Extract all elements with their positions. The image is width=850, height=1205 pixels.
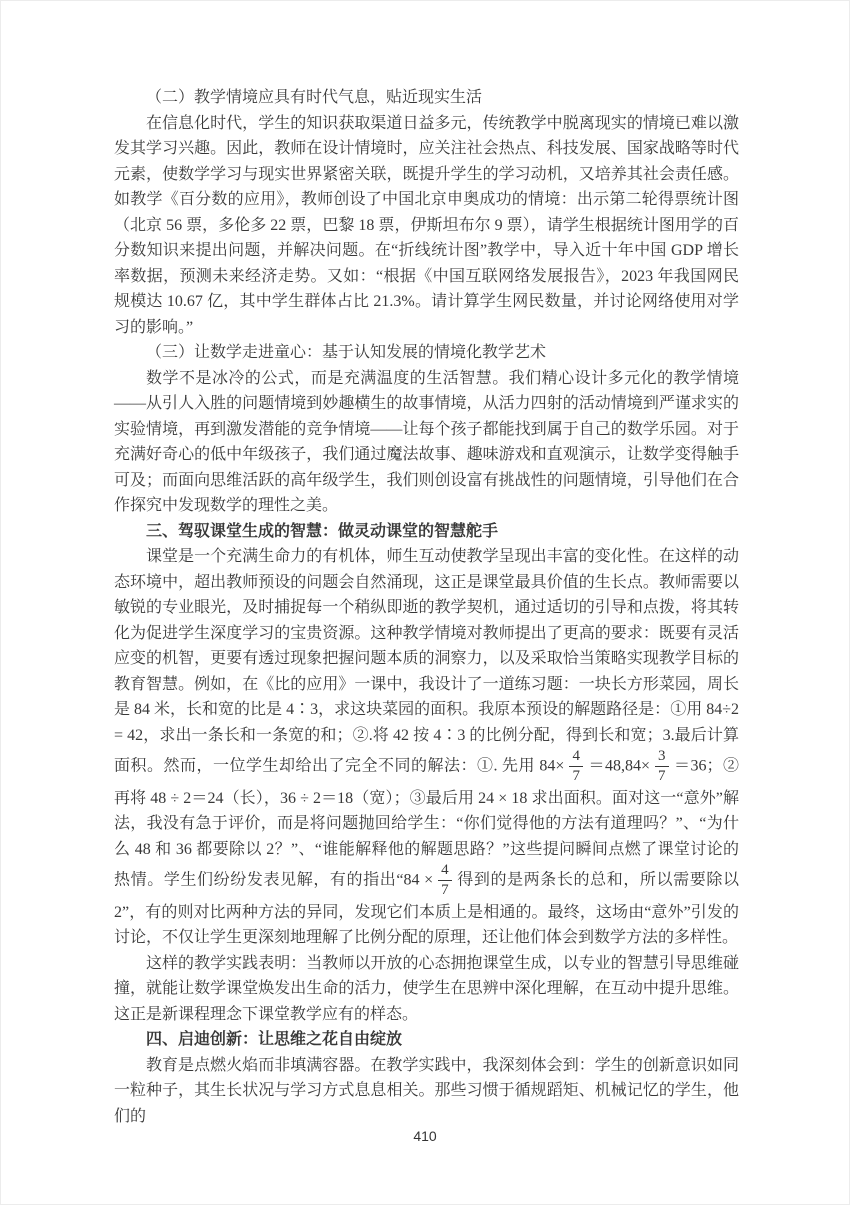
paragraph-childlike-heart: 数学不是冰冷的公式，而是充满温度的生活智慧。我们精心设计多元化的教学情境——从引人入胜的问题情境到妙趣横生的故事情境，从活力四射的活动情境到严谨求实的实验情境，再到激发潜能的竞争情境——让每个孩子都能找到属于自己的数学乐园。对于充满好奇心的低中年级孩子，我们通过魔法故事、趣味游戏和直观演示，让数学变得触手可及；而面向思维活跃的高年级学生，我们则创设富有挑战性的问题情境，引导他们在合作探究中发现数学的理性之美。: [114, 369, 739, 514]
fraction-denominator: 7: [569, 766, 583, 785]
paragraph-teaching-practice: 这样的教学实践表明：当教师以开放的心态拥抱课堂生成，以专业的智慧引导思维碰撞，就能让数学课堂焕发出生命的活力，使学生在思辨中深化理解，在互动中提升思维。这正是新课程理念下课堂教学应有的样态。: [114, 954, 739, 1023]
fraction-numerator: 4: [572, 748, 580, 764]
fraction-4-7: [438, 862, 452, 900]
fraction-denominator: 7: [655, 766, 669, 785]
page-number: 410: [413, 1128, 437, 1144]
fraction-denominator: 7: [438, 880, 452, 899]
fraction-4-7: [569, 748, 583, 786]
document-body: [114, 85, 739, 1129]
paragraph-segment: ＝48,84×: [587, 757, 650, 775]
subsection-heading-two: （二）教学情境应具有时代气息，贴近现实生活: [146, 89, 483, 106]
paragraph-modern-era: 在信息化时代，学生的知识获取渠道日益多元，传统教学中脱离现实的情境已难以激发其学习兴趣。因此，教师在设计情境时，应关注社会热点、科技发展、国家战略等时代元素，使数学学习与现实世界紧密关联，既提升学生的学习动机，又培养其社会责任感。如教学《百分数的应用》，教师创设了中国北京申奥成功的情境：出示第二轮得票统计图（北京 56 票，多伦多 22 票，巴黎 18 票，伊斯坦布尔 9 票），请学生根据统计图用学的百分数知识来提出问题，并解决问题。在“折线统计图”教学中，导入近十年中国 GDP 增长率数据，预测未来经济走势。又如：“根据《中国互联网络发展报告》，2023 年我国网民规模达 10.67 亿，其中学生群体占比 21.3%。请计算学生网民数量，并讨论网络使用对学习的影响。”: [114, 114, 739, 336]
subsection-heading-three: （三）让数学走进童心：基于认知发展的情境化教学艺术: [146, 344, 547, 361]
paragraph-segment: 得到的是两条长的总和，所以需要除以 2”，有的则对比两种方法的异同，发现它们本质上是相通的。最终，这场由“意外”引发的讨论，不仅让学生更深刻地理解了比例分配的原理，还让他们体会到数学方法的多样性。: [114, 871, 739, 946]
section-heading-three: 三、驾驭课堂生成的智慧：做灵动课堂的智慧舵手: [146, 522, 499, 540]
fraction-numerator: 3: [658, 748, 666, 764]
paragraph-segment: ＝36；②再将 48 ÷ 2＝24（长），36 ÷ 2＝18（宽）；③最后用 24 × 18 求出面积。面对这一“意外”解法，我没有急于评价，而是将问题抛回给学生：“你们觉得他的方法有道理吗？”、“为什么 48 和 36 都要除以 2？”、“谁能解释他的解题思路？”这些提问瞬间点燃了课堂讨论的热情。学生们纷纷发表见解，有的指出“84 ×: [114, 757, 739, 889]
paragraph-segment: 课堂是一个充满生命力的有机体，师生互动使教学呈现出丰富的变化性。在这样的动态环境中，超出教师预设的问题会自然涌现，这正是课堂最具价值的生长点。教师需要以敏锐的专业眼光，及时捕捉每一个稍纵即逝的教学契机，通过适切的引导和点拨，将其转化为促进学生深度学习的宝贵资源。这种教学情境对教师提出了更高的要求：既要有灵活应变的机智，更要有透过现象把握问题本质的洞察力，以及采取恰当策略实现教学目标的教育智慧。例如，在《比的应用》一课中，我设计了一道练习题：一块长方形菜园，周长是 84 米，长和宽的比是 4∶3，求这块菜园的面积。我原本预设的解题路径是：①用 84÷2 = 42，求出一条长和一条宽的和；②.将 42 按 4∶3 的比例分配，得到长和宽；3.最后计算面积。然而，一位学生却给出了完全不同的解法：①. 先用 84×: [114, 548, 739, 775]
paragraph-innovation: 教育是点燃火焰而非填满容器。在教学实践中，我深刻体会到：学生的创新意识如同一粒种子，其生长状况与学习方式息息相关。那些习惯于循规蹈矩、机械记忆的学生，他们的: [114, 1056, 739, 1125]
fraction-numerator: 4: [441, 862, 449, 878]
fraction-3-7: [655, 748, 669, 786]
paragraph-classroom-generation: [114, 544, 739, 951]
section-heading-four: 四、启迪创新：让思维之花自由绽放: [146, 1031, 403, 1048]
